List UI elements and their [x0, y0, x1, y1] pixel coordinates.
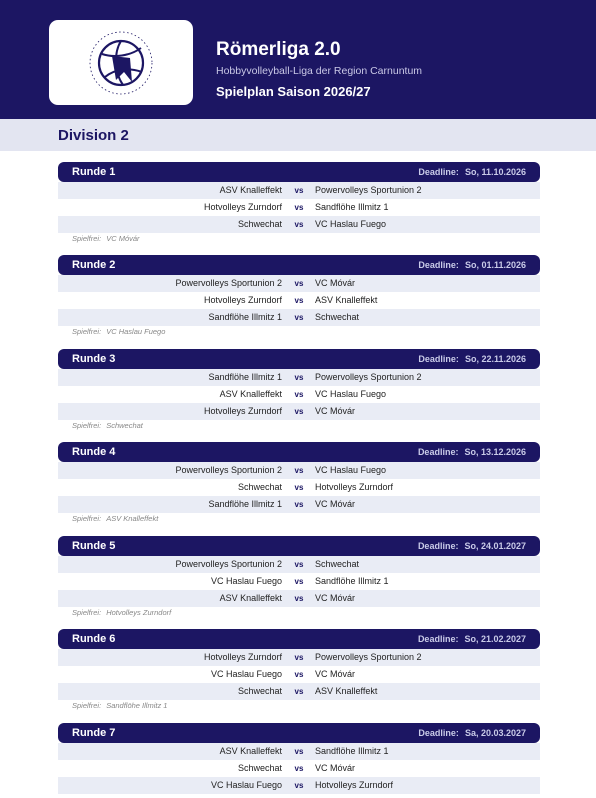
home-team: VC Haslau Fuego [210, 669, 282, 679]
away-team: VC Móvár [315, 406, 356, 416]
bye-team: ASV Knalleffekt [106, 514, 159, 523]
vs-label: vs [294, 466, 304, 475]
match-row [58, 199, 540, 216]
bye-label: Spielfrei: [72, 514, 102, 523]
deadline-label: Deadline: [418, 354, 459, 364]
match-row [58, 369, 540, 386]
away-team: VC Haslau Fuego [315, 389, 387, 399]
match-row [58, 556, 540, 573]
round-block [58, 629, 540, 711]
deadline-date: Sa, 20.03.2027 [464, 728, 526, 738]
round-name: Runde 5 [72, 540, 116, 552]
vs-label: vs [294, 670, 304, 679]
home-team: Sandflöhe Illmitz 1 [208, 372, 282, 382]
vs-label: vs [294, 687, 304, 696]
match-row [58, 590, 540, 607]
division-title: Division 2 [58, 127, 129, 144]
away-team: Powervolleys Sportunion 2 [315, 652, 422, 662]
home-team: ASV Knalleffekt [219, 593, 282, 603]
round-block [58, 349, 540, 431]
page-header [0, 0, 596, 119]
round-block [58, 255, 540, 337]
home-team: Sandflöhe Illmitz 1 [208, 312, 282, 322]
match-row [58, 403, 540, 420]
round-name: Runde 7 [72, 727, 116, 739]
away-team: Hotvolleys Zurndorf [315, 482, 394, 492]
vs-label: vs [294, 407, 304, 416]
bye-note [58, 514, 540, 524]
round-block [58, 162, 540, 244]
match-row [58, 309, 540, 326]
home-team: Schwechat [237, 482, 282, 492]
match-row [58, 573, 540, 590]
match-row [58, 216, 540, 233]
away-team: Sandflöhe Illmitz 1 [315, 746, 389, 756]
season-title: Spielplan Saison 2026/27 [216, 84, 371, 99]
bye-note [58, 327, 540, 337]
vs-label: vs [294, 313, 304, 322]
bye-team: Schwechat [106, 421, 143, 430]
vs-label: vs [294, 373, 304, 382]
vs-label: vs [294, 500, 304, 509]
bye-label: Spielfrei: [72, 327, 102, 336]
bye-team: Hotvolleys Zurndorf [106, 608, 172, 617]
league-logo [49, 20, 193, 105]
home-team: Powervolleys Sportunion 2 [175, 278, 282, 288]
home-team: Sandflöhe Illmitz 1 [208, 499, 282, 509]
round-deadline [418, 260, 526, 271]
vs-label: vs [294, 483, 304, 492]
deadline-label: Deadline: [418, 167, 459, 177]
match-row [58, 649, 540, 666]
away-team: Schwechat [315, 312, 360, 322]
deadline-label: Deadline: [417, 541, 459, 551]
round-deadline [418, 634, 526, 645]
away-team: VC Móvár [315, 278, 356, 288]
bye-note [58, 421, 540, 431]
vs-label: vs [294, 186, 304, 195]
home-team: Schwechat [237, 219, 282, 229]
volleyball-logo-icon [86, 28, 156, 98]
match-row [58, 462, 540, 479]
round-name: Runde 4 [72, 446, 116, 458]
bye-note [58, 608, 540, 618]
bye-note [58, 701, 540, 711]
home-team: Schwechat [237, 763, 282, 773]
match-row [58, 292, 540, 309]
match-row [58, 275, 540, 292]
away-team: VC Móvár [315, 763, 356, 773]
deadline-date: So, 01.11.2026 [464, 260, 526, 270]
away-team: Sandflöhe Illmitz 1 [315, 576, 389, 586]
home-team: Schwechat [237, 686, 282, 696]
home-team: ASV Knalleffekt [219, 389, 282, 399]
home-team: ASV Knalleffekt [219, 746, 282, 756]
away-team: ASV Knalleffekt [315, 686, 378, 696]
round-deadline [418, 167, 526, 178]
round-deadline [418, 541, 526, 552]
away-team: VC Móvár [315, 593, 356, 603]
round-header [58, 629, 540, 649]
vs-label: vs [294, 560, 304, 569]
bye-team: Sandflöhe Illmitz 1 [106, 701, 168, 710]
bye-team: VC Móvár [106, 234, 140, 243]
deadline-label: Deadline: [417, 447, 459, 457]
round-header [58, 162, 540, 182]
division-bar [0, 119, 596, 151]
round-name: Runde 2 [72, 259, 116, 271]
away-team: Powervolleys Sportunion 2 [315, 372, 422, 382]
away-team: VC Haslau Fuego [315, 465, 387, 475]
home-team: VC Haslau Fuego [210, 780, 282, 790]
match-row [58, 760, 540, 777]
deadline-date: So, 11.10.2026 [464, 167, 526, 177]
away-team: VC Haslau Fuego [315, 219, 387, 229]
vs-label: vs [294, 296, 304, 305]
match-row [58, 386, 540, 403]
round-deadline [418, 354, 526, 365]
vs-label: vs [294, 390, 304, 399]
round-name: Runde 6 [72, 633, 116, 645]
away-team: VC Móvár [315, 669, 356, 679]
vs-label: vs [294, 279, 304, 288]
round-block [58, 442, 540, 524]
round-header [58, 255, 540, 275]
bye-label: Spielfrei: [72, 608, 102, 617]
home-team: Powervolleys Sportunion 2 [175, 559, 282, 569]
round-deadline [418, 447, 526, 458]
bye-team: VC Haslau Fuego [106, 327, 166, 336]
vs-label: vs [294, 220, 304, 229]
vs-label: vs [294, 653, 304, 662]
bye-note [58, 234, 540, 244]
home-team: Hotvolleys Zurndorf [203, 652, 282, 662]
round-block [58, 536, 540, 618]
round-header [58, 442, 540, 462]
deadline-date: So, 13.12.2026 [464, 447, 526, 457]
vs-label: vs [294, 747, 304, 756]
away-team: Powervolleys Sportunion 2 [315, 185, 422, 195]
home-team: ASV Knalleffekt [219, 185, 282, 195]
round-header [58, 723, 540, 743]
round-name: Runde 3 [72, 353, 116, 365]
away-team: ASV Knalleffekt [315, 295, 378, 305]
round-deadline [418, 728, 526, 739]
deadline-label: Deadline: [417, 634, 459, 644]
vs-label: vs [294, 594, 304, 603]
bye-label: Spielfrei: [72, 234, 102, 243]
home-team: Hotvolleys Zurndorf [203, 406, 282, 416]
deadline-date: So, 24.01.2027 [464, 541, 526, 551]
home-team: Powervolleys Sportunion 2 [175, 465, 282, 475]
match-row [58, 743, 540, 760]
vs-label: vs [294, 203, 304, 212]
vs-label: vs [294, 764, 304, 773]
home-team: VC Haslau Fuego [210, 576, 282, 586]
round-name: Runde 1 [72, 166, 116, 178]
round-block [58, 723, 540, 794]
vs-label: vs [294, 577, 304, 586]
home-team: Hotvolleys Zurndorf [203, 295, 282, 305]
match-row [58, 479, 540, 496]
deadline-date: So, 21.02.2027 [464, 634, 526, 644]
league-title: Römerliga 2.0 [216, 39, 341, 60]
away-team: Hotvolleys Zurndorf [315, 780, 394, 790]
match-row [58, 777, 540, 794]
match-row [58, 683, 540, 700]
bye-label: Spielfrei: [72, 421, 102, 430]
match-row [58, 496, 540, 513]
deadline-label: Deadline: [418, 260, 459, 270]
deadline-label: Deadline: [418, 728, 459, 738]
away-team: VC Móvár [315, 499, 356, 509]
league-subtitle: Hobbyvolleyball-Liga der Region Carnuntum [216, 65, 423, 77]
match-row [58, 182, 540, 199]
deadline-date: So, 22.11.2026 [464, 354, 526, 364]
round-header [58, 349, 540, 369]
home-team: Hotvolleys Zurndorf [203, 202, 282, 212]
away-team: Sandflöhe Illmitz 1 [315, 202, 389, 212]
away-team: Schwechat [315, 559, 360, 569]
vs-label: vs [294, 781, 304, 790]
bye-label: Spielfrei: [72, 701, 102, 710]
round-header [58, 536, 540, 556]
match-row [58, 666, 540, 683]
